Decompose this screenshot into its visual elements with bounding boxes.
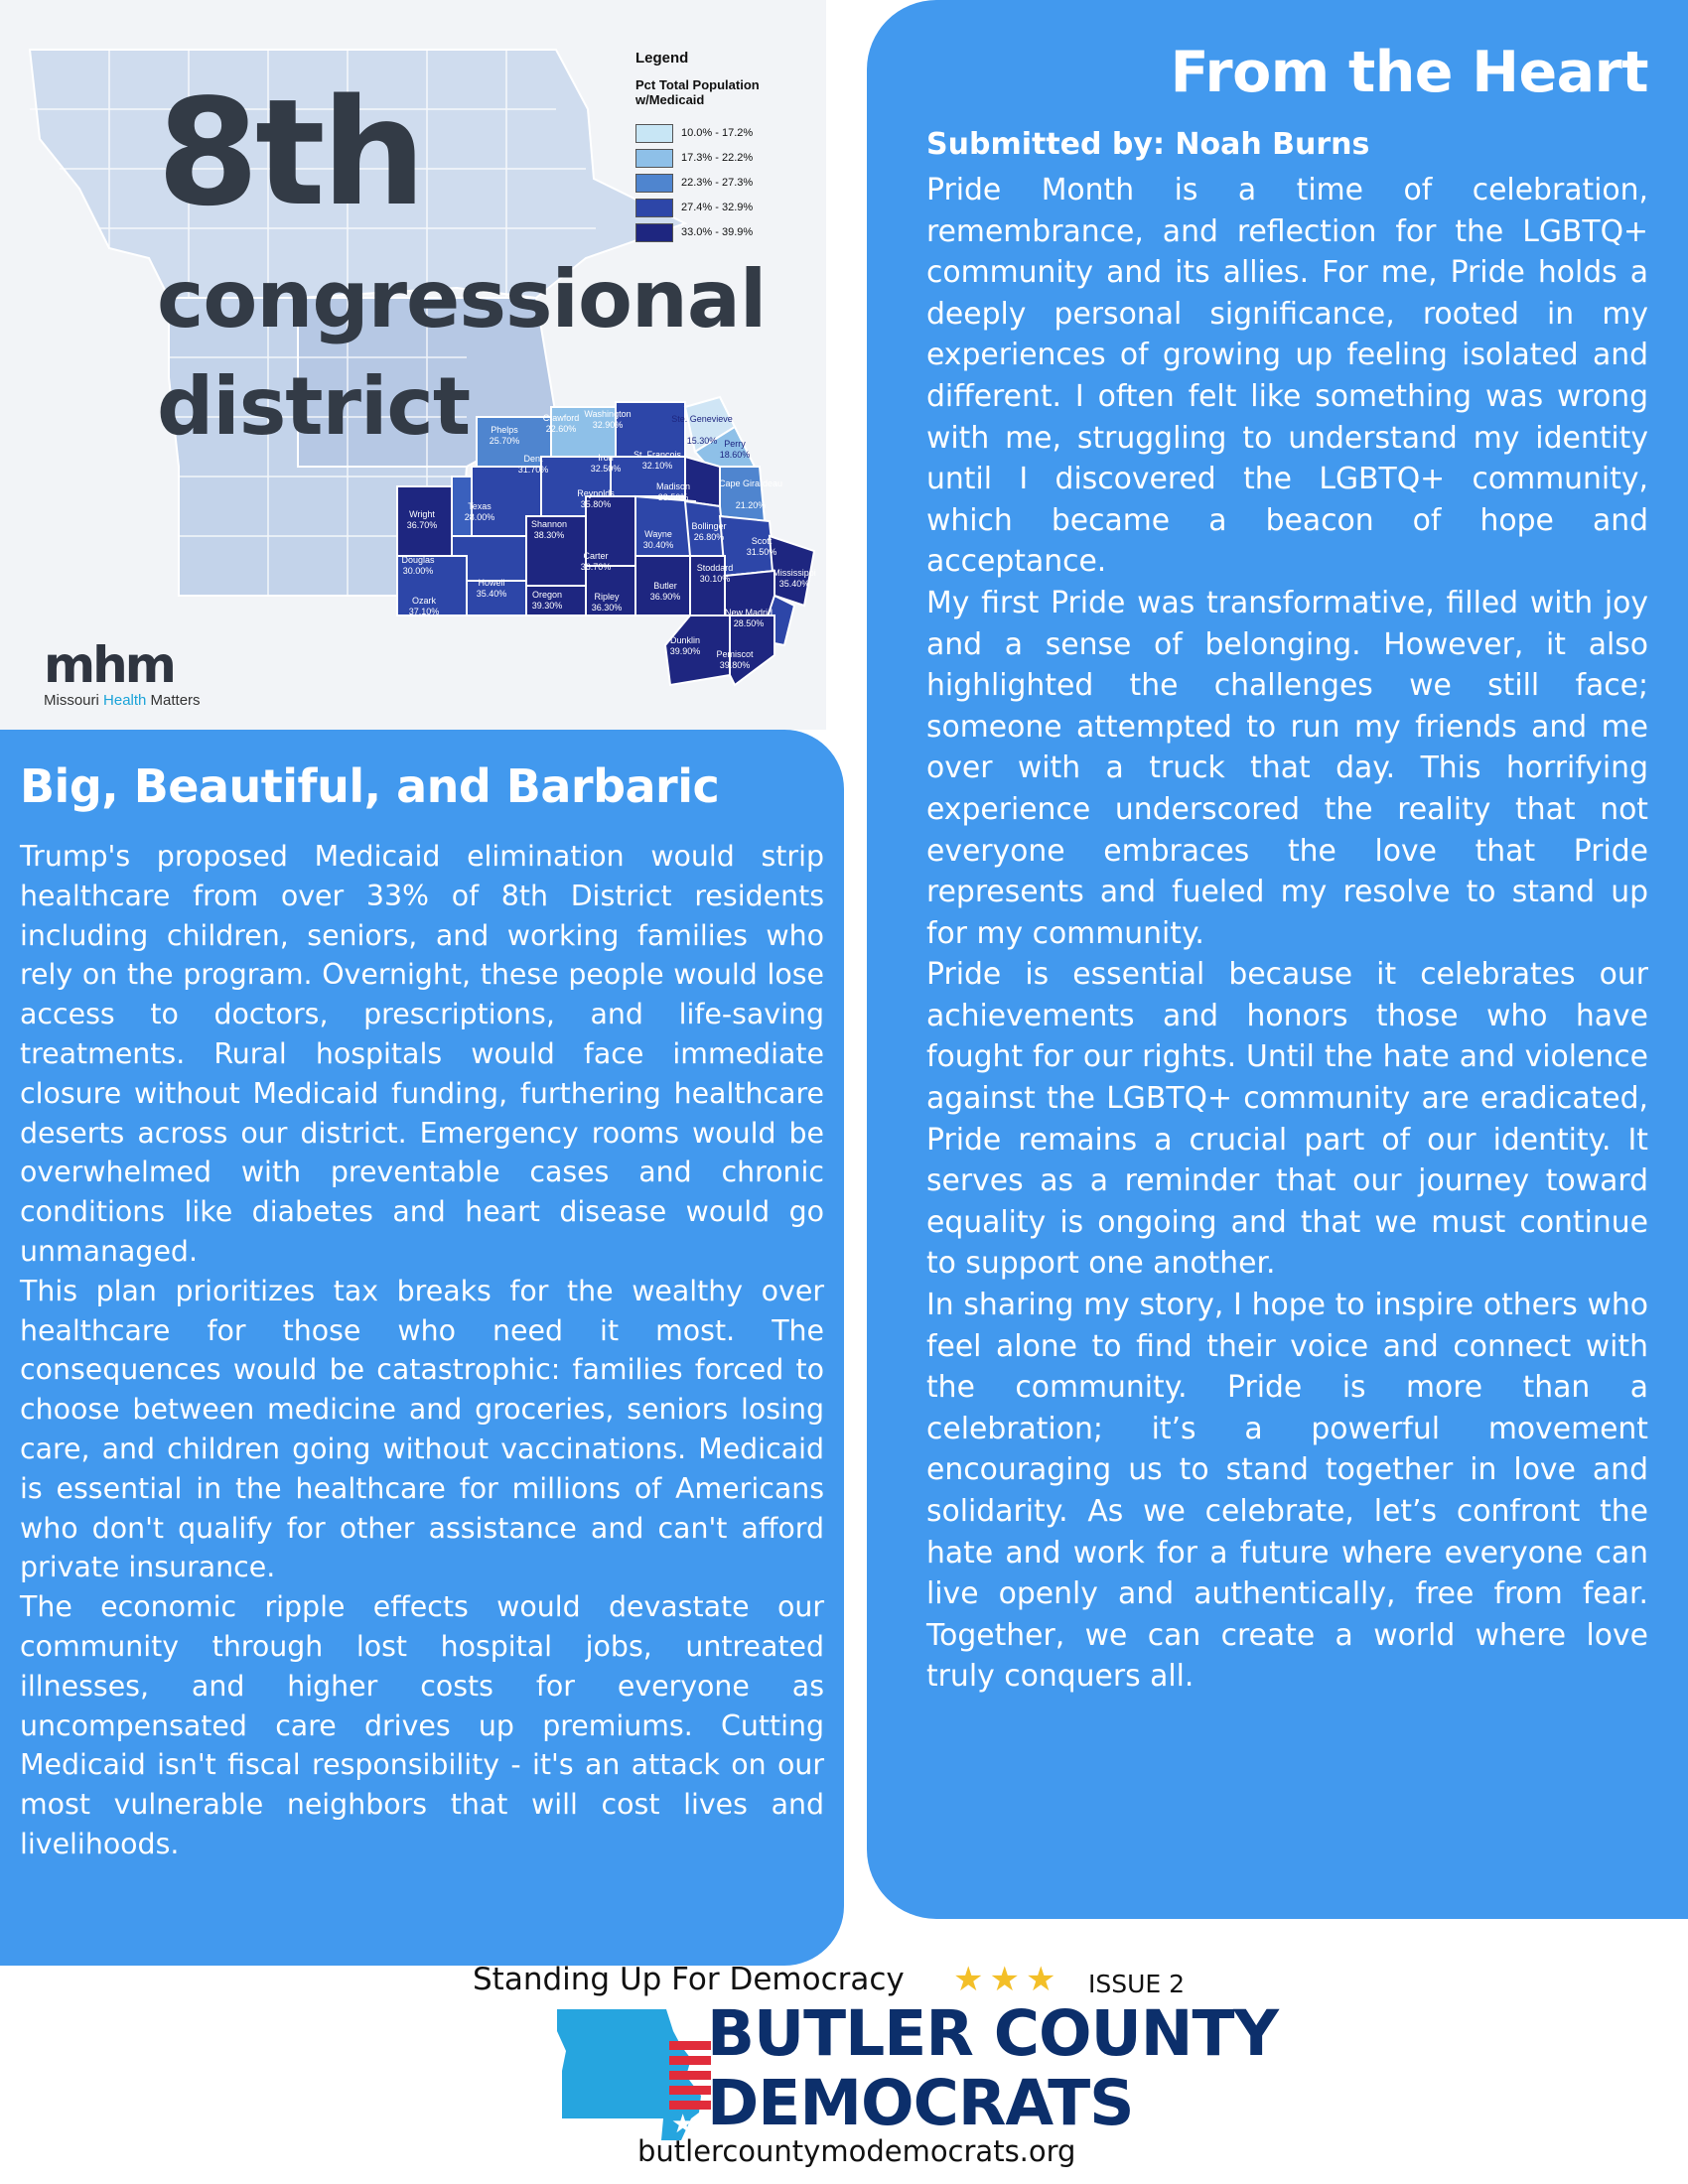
legend-label: 10.0% - 17.2%	[681, 127, 754, 140]
legend-item	[635, 149, 814, 168]
county-value: 32.90%	[592, 420, 624, 430]
legend-swatch	[635, 124, 673, 143]
county-label: Washington	[584, 409, 632, 419]
county-value: 35.80%	[580, 499, 612, 509]
map-title-congressional: congressional	[157, 253, 767, 345]
svg-text:★: ★	[671, 2110, 695, 2139]
article-big-beautiful-barbaric	[0, 730, 844, 1966]
county-value: 28.00%	[464, 512, 495, 522]
article-paragraph: Pride is essential because it celebrates our achievements and honors those who have fought for our rights. Until the hate and violence against the LGBTQ+ community are eradicated, Pride remains a crucial part of our identity. It serves as a reminder that our journey toward equality is ongoing and that we must continue to support one another.	[926, 957, 1648, 1282]
legend-item	[635, 223, 814, 242]
county-label: Douglas	[401, 555, 435, 565]
legend-swatch	[635, 149, 673, 168]
county-value: 30.40%	[642, 540, 674, 550]
county-label: Cape Girardeau	[718, 478, 783, 488]
county-value: 35.40%	[476, 589, 507, 599]
county-label: Crawford	[542, 413, 580, 423]
article-paragraph: Pride Month is a time of celebration, remembrance, and reflection for the LGBTQ+ community and its allies. For me, Pride holds a deeply personal significance, rooted in my experiences of growing up feeling isolated and different. I often felt like something was wrong with me, struggling to understand my identity until I discovered the LGBTQ+ community, which became a beacon of hope and acceptance.	[926, 173, 1648, 580]
county-value: 15.30%	[686, 436, 718, 446]
county-value: 32.50%	[590, 464, 622, 474]
county-value: 25.70%	[489, 436, 520, 446]
county-label: Dunklin	[669, 635, 701, 645]
county-label: Butler	[653, 581, 677, 591]
article-paragraph: In sharing my story, I hope to inspire others who feel alone to find their voice and connect with the community. Pride is more than a celebration; it’s a powerful movement encouraging us to stand together in love and solidarity. As we celebrate, let’s confront the hate and work for a future where everyone can live openly and authentically, free from fear. Together, we can create a world where love truly conquers all.	[926, 1288, 1648, 1695]
article-paragraph: My first Pride was transformative, filled with joy and a sense of belonging. However, it also highlighted the challenges we still face; someone attempted to run my friends and me over with a truck that day. This horrifying experience underscored the reality that not everyone embraces the love that Pride represents and fueled my resolve to stand up for my community.	[926, 585, 1648, 951]
county-label: Pemiscot	[716, 649, 754, 659]
legend-item	[635, 124, 814, 143]
county-value: 39.30%	[531, 601, 563, 611]
legend-title: Legend	[635, 50, 689, 67]
county-value: 18.60%	[719, 450, 751, 460]
article-heading: From the Heart	[1170, 40, 1648, 105]
footer-website-link[interactable]: butlercountymodemocrats.org	[637, 2134, 1076, 2168]
map-title-8th: 8th	[157, 68, 423, 238]
county-value: 36.30%	[591, 603, 623, 613]
county-label: Texas	[468, 501, 492, 511]
map-title-district: district	[157, 360, 471, 453]
county-label: St. Francois	[633, 450, 682, 460]
article-byline: Submitted by: Noah Burns	[926, 127, 1370, 162]
county-label: Stoddard	[696, 563, 734, 573]
footer-tagline: Standing Up For Democracy	[473, 1962, 905, 1997]
county-label: Ripley	[594, 592, 620, 602]
legend-item	[635, 174, 814, 193]
legend-label: 33.0% - 39.9%	[681, 226, 754, 239]
county-value: 32.10%	[641, 461, 673, 471]
county-label: Phelps	[491, 425, 518, 435]
org-name-line2: DEMOCRATS	[707, 2067, 1134, 2139]
article-heading: Big, Beautiful, and Barbaric	[20, 759, 720, 813]
county-value: 36.70%	[406, 520, 438, 530]
medicaid-map-figure	[0, 0, 826, 730]
mhm-text-highlight: Health	[103, 692, 147, 709]
legend-swatch	[635, 174, 673, 193]
county-label: Madison	[655, 481, 691, 491]
county-value: 26.80%	[693, 532, 725, 542]
county-label: New Madrid	[724, 608, 774, 617]
county-label: Carter	[583, 551, 609, 561]
county-label: Iron	[598, 453, 614, 463]
mhm-logo-text	[44, 692, 201, 709]
county-value: 33.50%	[657, 492, 689, 502]
mhm-text-part: Missouri	[44, 692, 104, 709]
county-label: Ste. Genevieve	[671, 414, 733, 424]
county-value: 37.10%	[408, 607, 440, 616]
county-label: Oregon	[531, 590, 563, 600]
county-value: 31.70%	[517, 465, 549, 475]
county-value: 22.60%	[545, 424, 577, 434]
legend-label: 17.3% - 22.2%	[681, 152, 754, 165]
legend-label: 27.4% - 32.9%	[681, 202, 754, 214]
mhm-text-part: Matters	[146, 692, 201, 709]
county-value: 31.50%	[746, 547, 777, 557]
legend-swatch	[635, 223, 673, 242]
county-value: 39.80%	[719, 660, 751, 670]
legend-label: 22.3% - 27.3%	[681, 177, 754, 190]
county-label: Bollinger	[691, 521, 727, 531]
county-label: Reynolds	[577, 488, 615, 498]
missouri-state-logo-icon	[552, 2001, 711, 2150]
legend-swatch	[635, 199, 673, 217]
county-value: 30.10%	[699, 574, 731, 584]
county-value: 39.90%	[669, 646, 701, 656]
org-name-line1: BUTLER COUNTY	[707, 1997, 1279, 2070]
county-label: Wayne	[644, 529, 672, 539]
article-from-the-heart	[867, 0, 1688, 1919]
county-value: 30.00%	[402, 566, 434, 576]
map-legend	[635, 50, 814, 248]
article-paragraph: The economic ripple effects would devastate our community through lost hospital jobs, untreated illnesses, and higher costs for everyone as uncompensated care drives up premiums. Cutting Medicaid isn't fiscal responsibility - it's an attack on our most vulnerable neighbors that will cost lives and livelihoods.	[20, 1590, 824, 1860]
county-label: Scott	[751, 536, 773, 546]
missouri-health-matters-logo	[44, 636, 201, 709]
county-label: Wright	[409, 509, 435, 519]
county-value: 38.30%	[533, 530, 565, 540]
article-paragraph: This plan prioritizes tax breaks for the wealthy over healthcare for those who need it most. The consequences would be catastrophic: families forced to choose between medicine and groceries, seniors losing care, and children going without vaccinations. Medicaid is essential in the healthcare for millions of Americans who don't qualify for other assistance and can't afford private insurance.	[20, 1274, 824, 1584]
county-label: Mississippi	[773, 568, 816, 578]
county-label: Shannon	[530, 519, 568, 529]
article-paragraph: Trump's proposed Medicaid elimination would strip healthcare from over 33% of 8th District residents including children, seniors, and working families who rely on the program. Overnight, these people would lose access to doctors, prescriptions, and life-saving treatments. Rural hospitals would face immediate closure without Medicaid funding, furthering healthcare deserts across our district. Emergency rooms would be overwhelmed with preventable cases and chronic conditions like diabetes and heart disease would go unmanaged.	[20, 840, 824, 1268]
county-value: 36.70%	[580, 562, 612, 572]
mhm-logo-mark: mhm	[44, 636, 174, 694]
county-value: 21.20%	[735, 500, 767, 510]
county-value: 35.40%	[778, 579, 810, 589]
county-label: Ozark	[411, 596, 437, 606]
county-label: Perry	[724, 439, 746, 449]
county-value: 28.50%	[733, 618, 765, 628]
county-label: Howell	[478, 578, 505, 588]
footer-stars-icon: ★★★	[953, 1960, 1062, 1999]
county-value: 36.90%	[649, 592, 681, 602]
county-label: Dent	[523, 454, 543, 464]
footer-issue-number: ISSUE 2	[1088, 1970, 1186, 1998]
legend-subtitle: Pct Total Population w/Medicaid	[635, 77, 760, 107]
legend-item	[635, 199, 814, 217]
